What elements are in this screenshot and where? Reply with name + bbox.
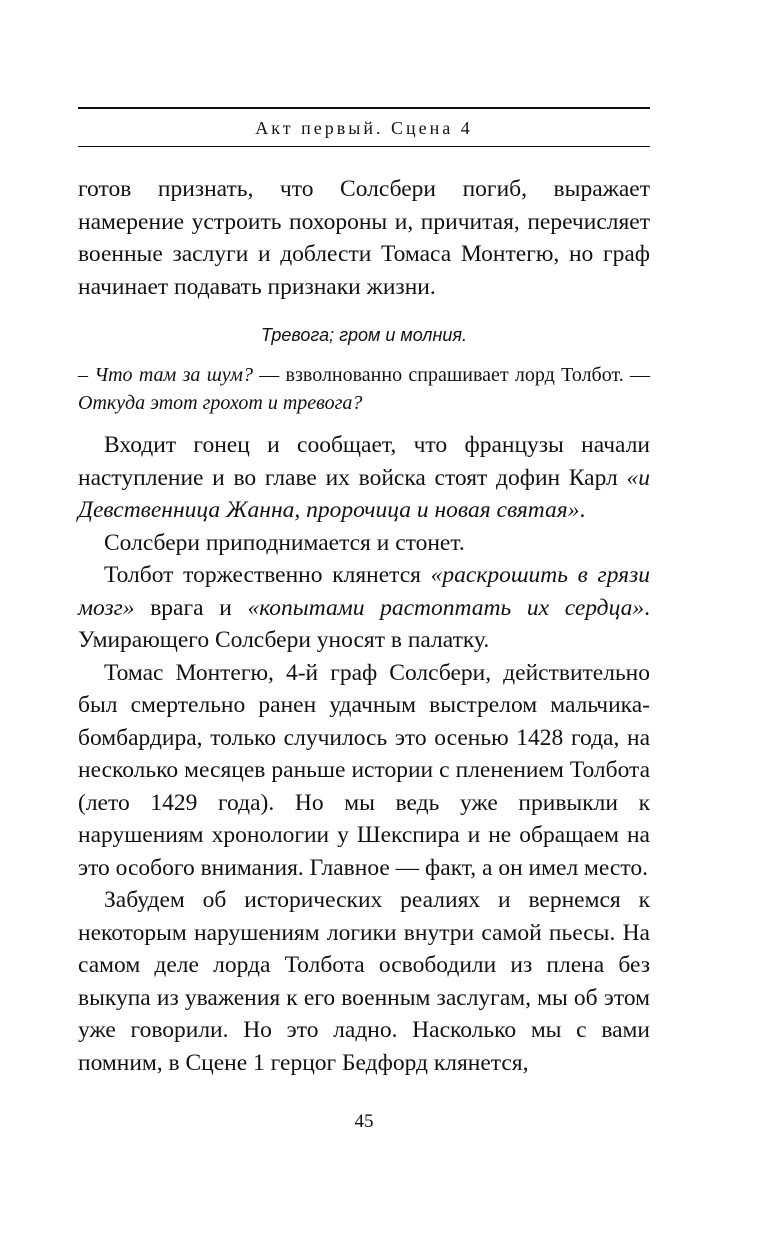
quote-narration: — взволнованно спрашивает лорд Толбот. —	[252, 364, 651, 386]
running-head: Акт первый. Сцена 4	[255, 118, 473, 138]
paragraph-5: Томас Монтегю, 4-й граф Солсбери, действительно был смертельно ранен удачным выстрелом мальчика-бомбардира, только случилось это осенью 1428 года, на несколько месяцев раньше истории с пленением Толбота (лето 1429 года). Но мы ведь уже привыкли к нарушениям хронологии у Шекспира и не обращаем на это особого внимания. Главное — факт, а он имел место.	[78, 659, 650, 881]
paragraph-2	[78, 429, 650, 527]
paragraph-4-t3: . Умирающего Солсбери уносят в палатку.	[78, 594, 650, 653]
paragraph-4-i1: «раскрошить в грязи мозг»	[78, 562, 650, 621]
header-rule-top	[78, 107, 650, 109]
paragraph-2-text: Входит гонец и сообщает, что французы начали наступление и во главе их войска стоят дофин Карл	[78, 432, 650, 491]
quote-dash: –	[78, 364, 88, 386]
page-number: 45	[354, 1111, 374, 1132]
paragraph-6: Забудем об исторических реалиях и вернемся к некоторым нарушениям логики внутри самой пьесы. На самом деле лорда Толбота освободили из плена без выкупа из уважения к его военным заслугам, мы об этом уже говорили. Но это ладно. Насколько мы с вами помним, в Сцене 1 герцог Бедфорд клянется,	[78, 887, 650, 1076]
body-text	[78, 173, 650, 1079]
paragraph-4	[78, 559, 650, 657]
paragraph-2-italic: «и Девственница Жанна, пророчица и новая святая»	[78, 464, 650, 523]
header-rule-bottom	[78, 146, 650, 147]
paragraph-1: готов признать, что Солсбери погиб, выражает намерение устроить похороны и, причитая, перечисляет военные заслуги и доблести Томаса Монтегю, но граф начинает подавать признаки жизни.	[78, 176, 650, 300]
quote-line-2: Откуда этот грохот и тревога?	[78, 392, 363, 414]
stage-direction: Тревога; гром и молния.	[260, 325, 467, 345]
paragraph-3: Солсбери приподнимается и стонет.	[104, 529, 465, 556]
quote-line-1: Что там за шум?	[94, 364, 253, 386]
paragraph-4-t2: врага и	[134, 594, 248, 621]
paragraph-4-i2: «копытами растоптать их сердца»	[247, 594, 645, 621]
paragraph-2-end: .	[579, 497, 586, 523]
paragraph-4-t1: Толбот торжественно клянется	[104, 562, 431, 588]
dialogue-quote	[78, 361, 650, 417]
